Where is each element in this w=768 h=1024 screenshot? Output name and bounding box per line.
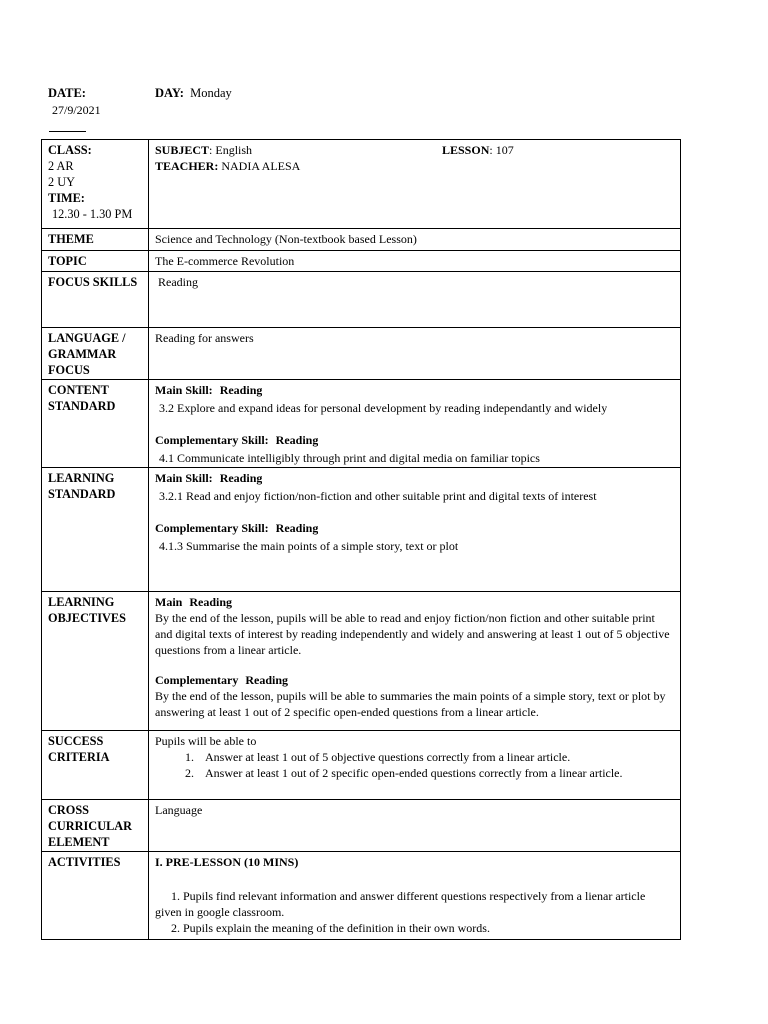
day-field: DAY: Monday [155, 86, 232, 100]
language-focus-value: Reading for answers [149, 328, 681, 380]
topic-value: The E-commerce Revolution [149, 251, 681, 272]
main-skill-value: Reading [219, 471, 263, 485]
activity-item: 2. Pupils explain the meaning of the definition in their own words. [171, 921, 490, 935]
content-standard-row [42, 380, 681, 468]
comp-skill-label: Complementary Skill: [155, 521, 269, 535]
comp-objective-value: Reading [245, 673, 289, 687]
theme-value: Science and Technology (Non-textbook based Lesson) [149, 229, 681, 251]
class-label: CLASS: [48, 143, 92, 157]
learning-main-text: 3.2.1 Read and enjoy fiction/non-fiction and other suitable print and digital texts of interest [159, 489, 597, 503]
day-label: DAY [155, 86, 180, 100]
date-label: DATE: [48, 86, 86, 100]
date-underline [49, 131, 86, 132]
activities-heading: I. PRE-LESSON (10 MINS) [155, 855, 299, 869]
subject-cell: SUBJECT: English LESSON: 107 TEACHER: NADIA ALESA [149, 140, 681, 229]
lesson-plan-table [41, 139, 681, 940]
main-objective-text: By the end of the lesson, pupils will be able to read and enjoy fiction/non fiction and other suitable print and digital texts of interest by reading independently and widely and answering at least 1 out of 5 objective questions from a linear article. [155, 611, 670, 657]
lesson-value: 107 [495, 143, 514, 157]
main-skill-label: Main Skill: [155, 383, 213, 397]
main-objective-value: Reading [189, 595, 233, 609]
focus-skills-label: FOCUS SKILLS [42, 272, 149, 328]
class-subject-row [42, 140, 681, 229]
day-value: Monday [190, 86, 232, 100]
comp-skill-value: Reading [275, 433, 319, 447]
content-standard-cell [149, 380, 681, 468]
lesson-label: LESSON [442, 143, 490, 157]
class-item: 2 AR [48, 159, 74, 173]
topic-row [42, 251, 681, 272]
theme-row [42, 229, 681, 251]
learning-objectives-row [42, 592, 681, 731]
content-standard-label: CONTENT STANDARD [42, 380, 149, 468]
learning-objectives-label: LEARNING OBJECTIVES [42, 592, 149, 731]
success-criteria-cell [149, 731, 681, 800]
focus-skills-value: Reading [158, 275, 198, 289]
main-objective-label: Main [155, 595, 183, 609]
learning-comp-text: 4.1.3 Summarise the main points of a simple story, text or plot [159, 539, 459, 553]
subject-value: English [215, 143, 253, 157]
class-cell [42, 140, 149, 229]
cross-curricular-value: Language [149, 800, 681, 852]
learning-standard-label: LEARNING STANDARD [42, 468, 149, 592]
focus-skills-cell [149, 272, 681, 328]
date-value: 27/9/2021 [52, 103, 101, 117]
language-focus-label: LANGUAGE / GRAMMAR FOCUS [42, 328, 149, 380]
activities-label: ACTIVITIES [42, 852, 149, 940]
learning-standard-row [42, 468, 681, 592]
comp-skill-value: Reading [275, 521, 319, 535]
comp-objective-label: Complementary [155, 673, 239, 687]
cross-curricular-label: CROSS CURRICULAR ELEMENT [42, 800, 149, 852]
activities-row [42, 852, 681, 940]
comp-skill-label: Complementary Skill: [155, 433, 269, 447]
time-label: TIME: [48, 191, 85, 205]
list-item: 2. Answer at least 1 out of 2 specific open-ended questions correctly from a linear article. [197, 765, 674, 781]
list-item: 1. Answer at least 1 out of 5 objective questions correctly from a linear article. [197, 749, 674, 765]
language-focus-row [42, 328, 681, 380]
content-main-text: 3.2 Explore and expand ideas for personal development by reading independantly and widely [159, 401, 608, 415]
cross-curricular-row [42, 800, 681, 852]
success-criteria-intro: Pupils will be able to [155, 734, 257, 748]
subject-label: SUBJECT [155, 143, 210, 157]
main-skill-label: Main Skill: [155, 471, 213, 485]
theme-label: THEME [42, 229, 149, 251]
success-criteria-list [155, 749, 674, 781]
activity-item: 1. Pupils find relevant information and answer different questions respectively from a lienar article given in google classroom. [155, 889, 646, 919]
content-comp-text: 4.1 Communicate intelligibly through print and digital media on familiar topics [159, 451, 540, 465]
teacher-label: TEACHER: [155, 159, 219, 173]
comp-objective-text: By the end of the lesson, pupils will be able to summaries the main points of a simple story, text or plot by answering at least 1 out of 2 specific open-ended questions from a linear article. [155, 689, 666, 719]
success-criteria-row [42, 731, 681, 800]
class-item: 2 UY [48, 175, 75, 189]
success-criteria-label: SUCCESS CRITERIA [42, 731, 149, 800]
activities-cell [149, 852, 681, 940]
time-value: 12.30 - 1.30 PM [52, 207, 133, 221]
learning-objectives-cell [149, 592, 681, 731]
focus-skills-row [42, 272, 681, 328]
learning-standard-cell [149, 468, 681, 592]
main-skill-value: Reading [219, 383, 263, 397]
teacher-value: NADIA ALESA [221, 159, 301, 173]
topic-label: TOPIC [42, 251, 149, 272]
